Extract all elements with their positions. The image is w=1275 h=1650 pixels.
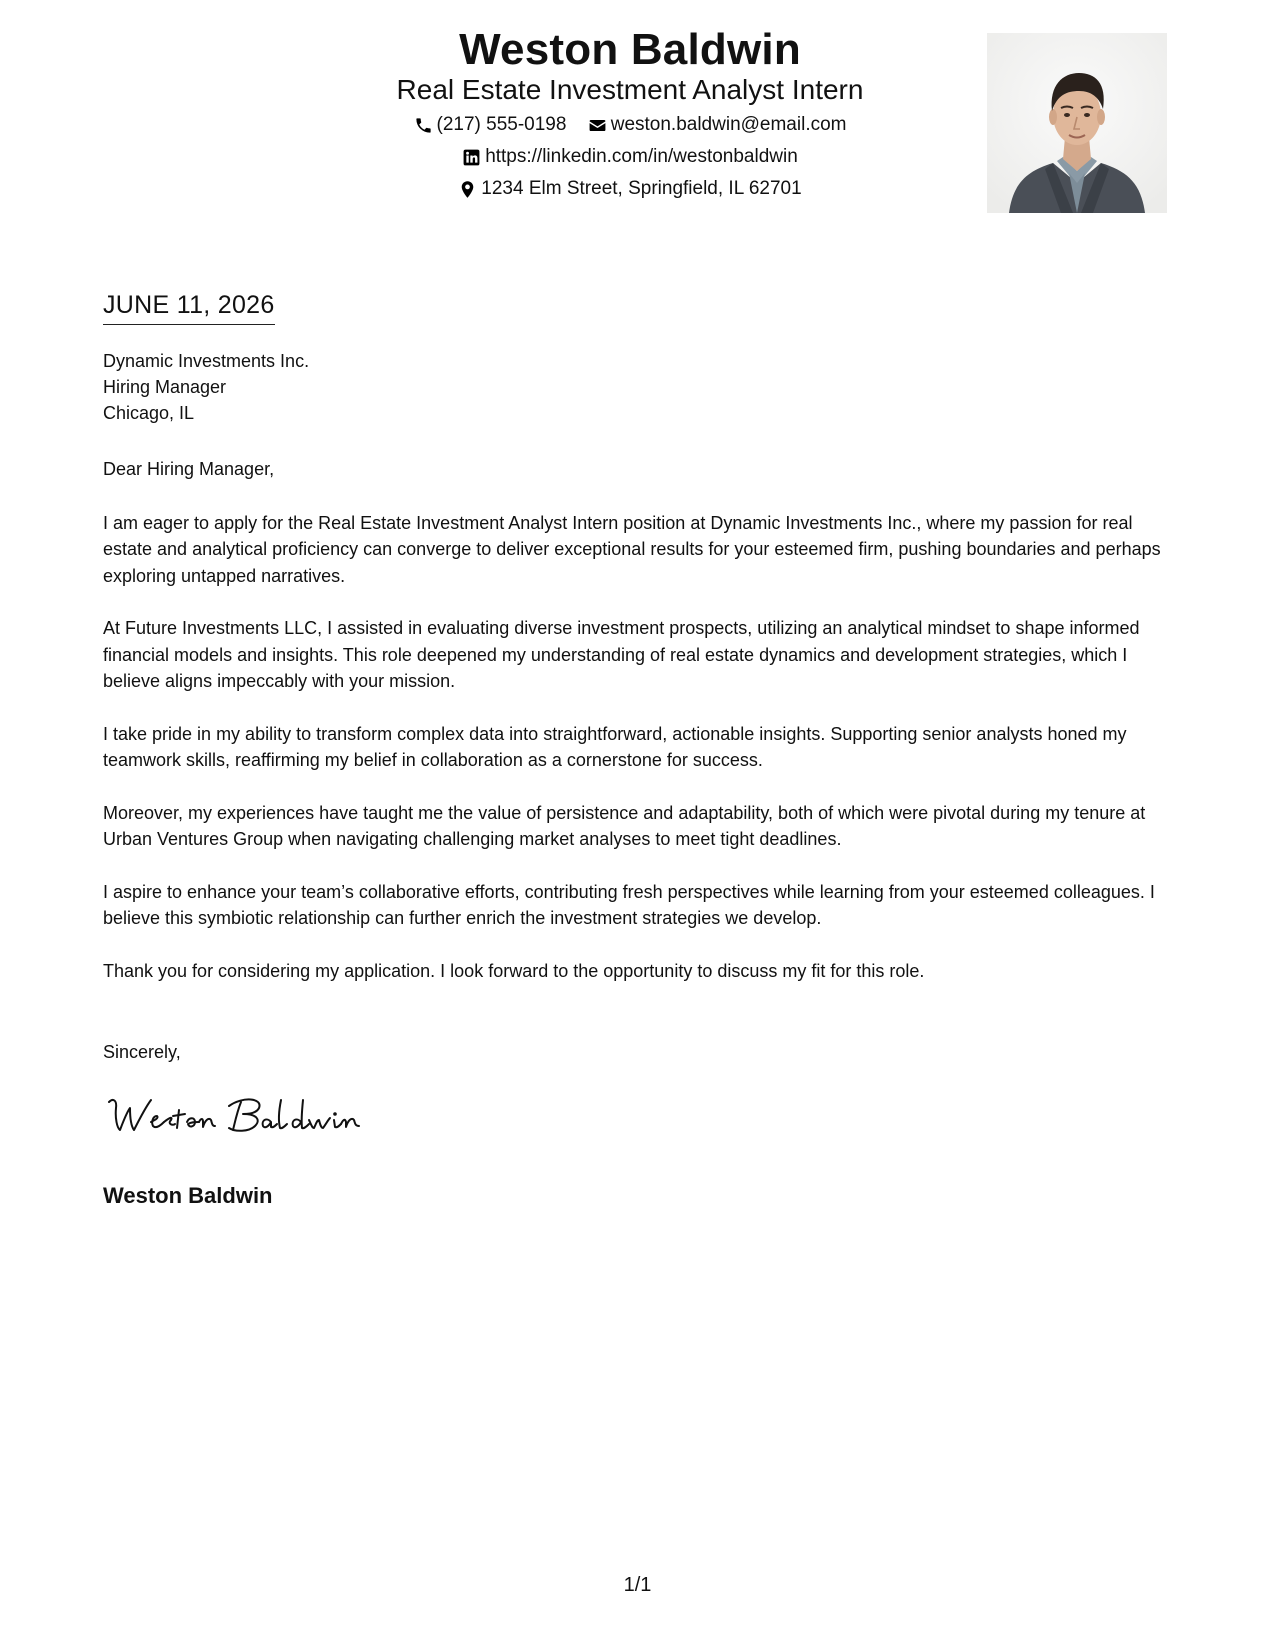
profile-photo <box>987 33 1167 213</box>
paragraph-5: I aspire to enhance your team’s collaborative efforts, contributing fresh perspectives while learning from your esteemed colleagues. I believe this symbiotic relationship can further enrich the investment strategies we develop. <box>103 881 1155 928</box>
portrait-image <box>987 33 1167 213</box>
phone-icon <box>414 116 433 135</box>
address-text: 1234 Elm Street, Springfield, IL 62701 <box>481 178 802 199</box>
handwritten-signature <box>103 1092 383 1142</box>
linkedin-text: https://linkedin.com/in/westonbaldwin <box>485 146 798 167</box>
signature-image <box>103 1092 383 1142</box>
linkedin-icon <box>462 148 481 167</box>
contact-address[interactable] <box>458 176 801 202</box>
closing: Sincerely, <box>103 1042 181 1062</box>
email-text: weston.baldwin@email.com <box>610 114 847 135</box>
letter-date: JUNE 11, 2026 <box>103 289 275 325</box>
applicant-title: Real Estate Investment Analyst Intern <box>396 74 864 105</box>
paragraph-1: I am eager to apply for the Real Estate Investment Analyst Intern position at Dynamic Investments Inc., where my passion for real estate and analytical proficiency can converge to deliver exceptional results for your esteemed firm, pushing boundaries and perhaps exploring untapped narratives. <box>103 512 1161 586</box>
contact-phone[interactable] <box>414 112 567 138</box>
map-pin-icon <box>458 180 477 199</box>
signer-name: Weston Baldwin <box>103 1183 273 1208</box>
recipient-role: Hiring Manager <box>103 377 227 397</box>
recipient-location: Chicago, IL <box>103 403 195 423</box>
recipient-company: Dynamic Investments Inc. <box>103 351 310 371</box>
paragraph-6: Thank you for considering my application. I look forward to the opportunity to discuss my fit for this role. <box>103 960 925 981</box>
envelope-icon <box>588 116 607 135</box>
paragraph-3: I take pride in my ability to transform complex data into straightforward, actionable insights. Supporting senior analysts honed my teamwork skills, reaffirming my belief in collaboration as a cornerstone for success. <box>103 723 1127 770</box>
paragraph-2: At Future Investments LLC, I assisted in evaluating diverse investment prospects, utilizing an analytical mindset to shape informed financial models and insights. This role deepened my understanding of real estate dynamics and development strategies, which I believe aligns impeccably with your mission. <box>103 618 1140 691</box>
applicant-name: Weston Baldwin <box>459 25 801 74</box>
letter-header <box>0 0 1275 230</box>
page-number: 1/1 <box>623 1574 652 1596</box>
contact-linkedin[interactable] <box>462 144 798 170</box>
contact-email[interactable] <box>588 112 847 138</box>
phone-text: (217) 555-0198 <box>436 114 567 135</box>
salutation: Dear Hiring Manager, <box>103 459 275 479</box>
paragraph-4: Moreover, my experiences have taught me the value of persistence and adaptability, both of which were pivotal during my tenure at Urban Ventures Group when navigating challenging market analyses to meet tight deadlines. <box>103 802 1146 849</box>
letter-body <box>103 456 1183 1010</box>
recipient-block <box>103 348 309 426</box>
